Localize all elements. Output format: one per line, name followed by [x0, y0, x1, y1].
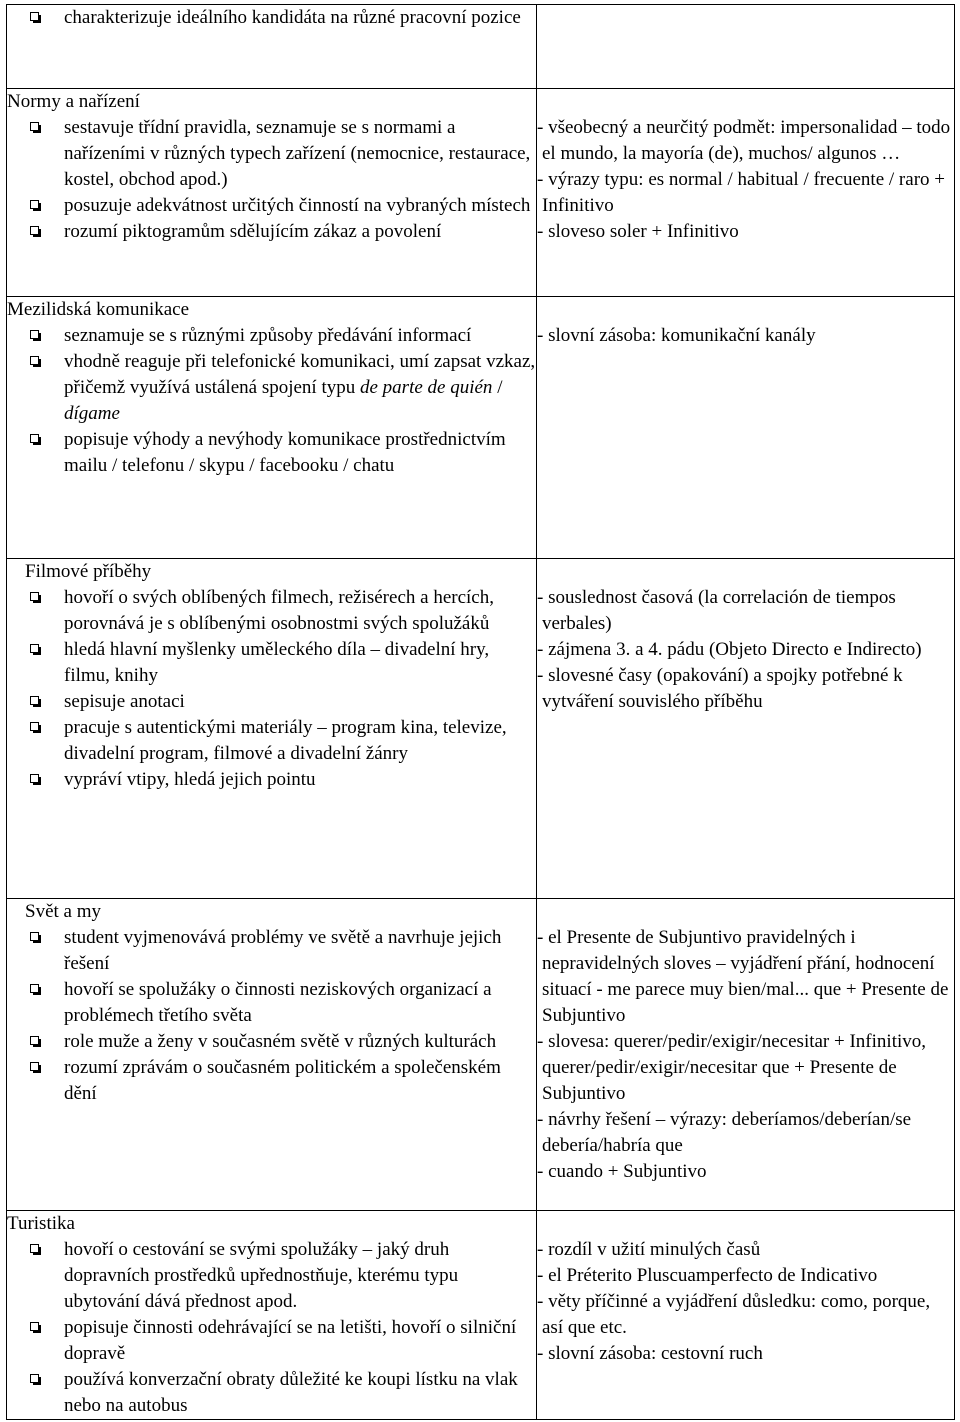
section-heading: Normy a nařízení [7, 91, 140, 112]
list-item: - slovesné časy (opakování) a spojky potřebné k vytváření souvislého příběhu [537, 665, 903, 712]
checkbox-bullet-icon [30, 356, 39, 365]
table-row [7, 5, 955, 89]
list-item: seznamuje se s různými způsoby předávání informací [7, 323, 536, 349]
outcome-list [7, 1237, 536, 1419]
curriculum-table [6, 4, 955, 1420]
grammar-cell [537, 89, 955, 297]
list-item: - sloveso soler + Infinitivo [537, 221, 739, 242]
list-item: pracuje s autentickými materiály – program kina, televize, divadelní program, filmové a divadelní žánry [7, 715, 536, 767]
outcomes-cell [7, 559, 537, 899]
list-item: role muže a ženy v současném světě v různých kulturách [7, 1029, 536, 1055]
list-item: student vyjmenovává problémy ve světě a navrhuje jejich řešení [7, 925, 536, 977]
list-item: - el Presente de Subjuntivo pravidelných i nepravidelných sloves – vyjádření přání, hodnocení situací - me parece muy bien/mal... que + Presente de Subjuntivo [537, 927, 949, 1026]
checkbox-bullet-icon [30, 1322, 39, 1331]
grammar-cell [537, 559, 955, 899]
checkbox-bullet-icon [30, 722, 39, 731]
checkbox-bullet-icon [30, 226, 39, 235]
checkbox-bullet-icon [30, 774, 39, 783]
list-item: - slovní zásoba: cestovní ruch [537, 1343, 763, 1364]
checkbox-bullet-icon [30, 644, 39, 653]
grammar-list [537, 925, 954, 1185]
outcome-list [7, 323, 536, 479]
checkbox-bullet-icon [30, 200, 39, 209]
list-item: - el Préterito Pluscuamperfecto de Indicativo [537, 1265, 878, 1286]
list-item: sepisuje anotaci [7, 689, 536, 715]
outcome-list [7, 115, 536, 245]
checkbox-bullet-icon [30, 592, 39, 601]
outcomes-cell [7, 5, 537, 89]
list-item: rozumí zprávám o současném politickém a společenském dění [7, 1055, 536, 1107]
grammar-cell [537, 297, 955, 559]
table-row [7, 89, 955, 297]
section-heading: Mezilidská komunikace [7, 299, 190, 320]
section-heading: Svět a my [25, 901, 101, 922]
list-item: - cuando + Subjuntivo [537, 1161, 707, 1182]
outcomes-cell [7, 899, 537, 1211]
checkbox-bullet-icon [30, 1244, 39, 1253]
table-row [7, 1211, 955, 1420]
list-item: - všeobecný a neurčitý podmět: impersonalidad – todo el mundo, la mayoría (de), muchos/ algunos … [537, 117, 951, 164]
grammar-list [537, 585, 954, 715]
outcome-list [7, 5, 536, 31]
list-item: - zájmena 3. a 4. pádu (Objeto Directo e Indirecto) [537, 639, 922, 660]
checkbox-bullet-icon [30, 12, 39, 21]
list-item: - rozdíl v užití minulých časů [537, 1239, 761, 1260]
grammar-cell [537, 899, 955, 1211]
list-item: - slovní zásoba: komunikační kanály [537, 325, 816, 346]
checkbox-bullet-icon [30, 932, 39, 941]
list-item: posuzuje adekvátnost určitých činností na vybraných místech [7, 193, 536, 219]
table-row [7, 899, 955, 1211]
outcome-list [7, 585, 536, 793]
list-item: vhodně reaguje při telefonické komunikaci, umí zapsat vzkaz, přičemž využívá ustálená spojení typu de parte de quién / dígame [7, 349, 536, 427]
checkbox-bullet-icon [30, 696, 39, 705]
grammar-list [537, 323, 954, 349]
list-item: hovoří se spolužáky o činnosti neziskových organizací a problémech třetího světa [7, 977, 536, 1029]
grammar-list [537, 1237, 954, 1367]
list-item: popisuje činnosti odehrávající se na letišti, hovoří o silniční dopravě [7, 1315, 536, 1367]
outcome-list [7, 925, 536, 1107]
list-item: - výrazy typu: es normal / habitual / frecuente / raro + Infinitivo [537, 169, 945, 216]
checkbox-bullet-icon [30, 434, 39, 443]
table-row [7, 297, 955, 559]
grammar-cell [537, 5, 955, 89]
list-item: - věty příčinné a vyjádření důsledku: como, porque, así que etc. [537, 1291, 931, 1338]
list-item: vypráví vtipy, hledá jejich pointu [7, 767, 536, 793]
outcomes-cell [7, 89, 537, 297]
list-item: - návrhy řešení – výrazy: deberíamos/deberían/se debería/habría que [537, 1109, 912, 1156]
grammar-list [537, 115, 954, 245]
checkbox-bullet-icon [30, 1062, 39, 1071]
list-item: hovoří o svých oblíbených filmech, režisérech a hercích, porovnává je s oblíbenými osobnostmi svých spolužáků [7, 585, 536, 637]
list-item: - souslednost časová (la correlación de tiempos verbales) [537, 587, 896, 634]
checkbox-bullet-icon [30, 984, 39, 993]
list-item: hovoří o cestování se svými spolužáky – jaký druh dopravních prostředků upřednostňuje, kterému typu ubytování dává přednost apod. [7, 1237, 536, 1315]
checkbox-bullet-icon [30, 330, 39, 339]
list-item: hledá hlavní myšlenky uměleckého díla – divadelní hry, filmu, knihy [7, 637, 536, 689]
checkbox-bullet-icon [30, 1036, 39, 1045]
outcomes-cell [7, 297, 537, 559]
table-row [7, 559, 955, 899]
list-item: rozumí piktogramům sdělujícím zákaz a povolení [7, 219, 536, 245]
list-item: popisuje výhody a nevýhody komunikace prostřednictvím mailu / telefonu / skypu / facebooku / chatu [7, 427, 536, 479]
outcomes-cell [7, 1211, 537, 1420]
checkbox-bullet-icon [30, 122, 39, 131]
list-item: - slovesa: querer/pedir/exigir/necesitar + Infinitivo, querer/pedir/exigir/necesitar que + Presente de Subjuntivo [537, 1031, 926, 1104]
section-heading: Turistika [7, 1213, 75, 1234]
checkbox-bullet-icon [30, 1374, 39, 1383]
list-item: charakterizuje ideálního kandidáta na různé pracovní pozice [7, 5, 536, 31]
section-heading: Filmové příběhy [25, 561, 152, 582]
list-item: používá konverzační obraty důležité ke koupi lístku na vlak nebo na autobus [7, 1367, 536, 1419]
list-item: sestavuje třídní pravidla, seznamuje se s normami a nařízeními v různých typech zařízení (nemocnice, restaurace, kostel, obchod apod.) [7, 115, 536, 193]
grammar-cell [537, 1211, 955, 1420]
